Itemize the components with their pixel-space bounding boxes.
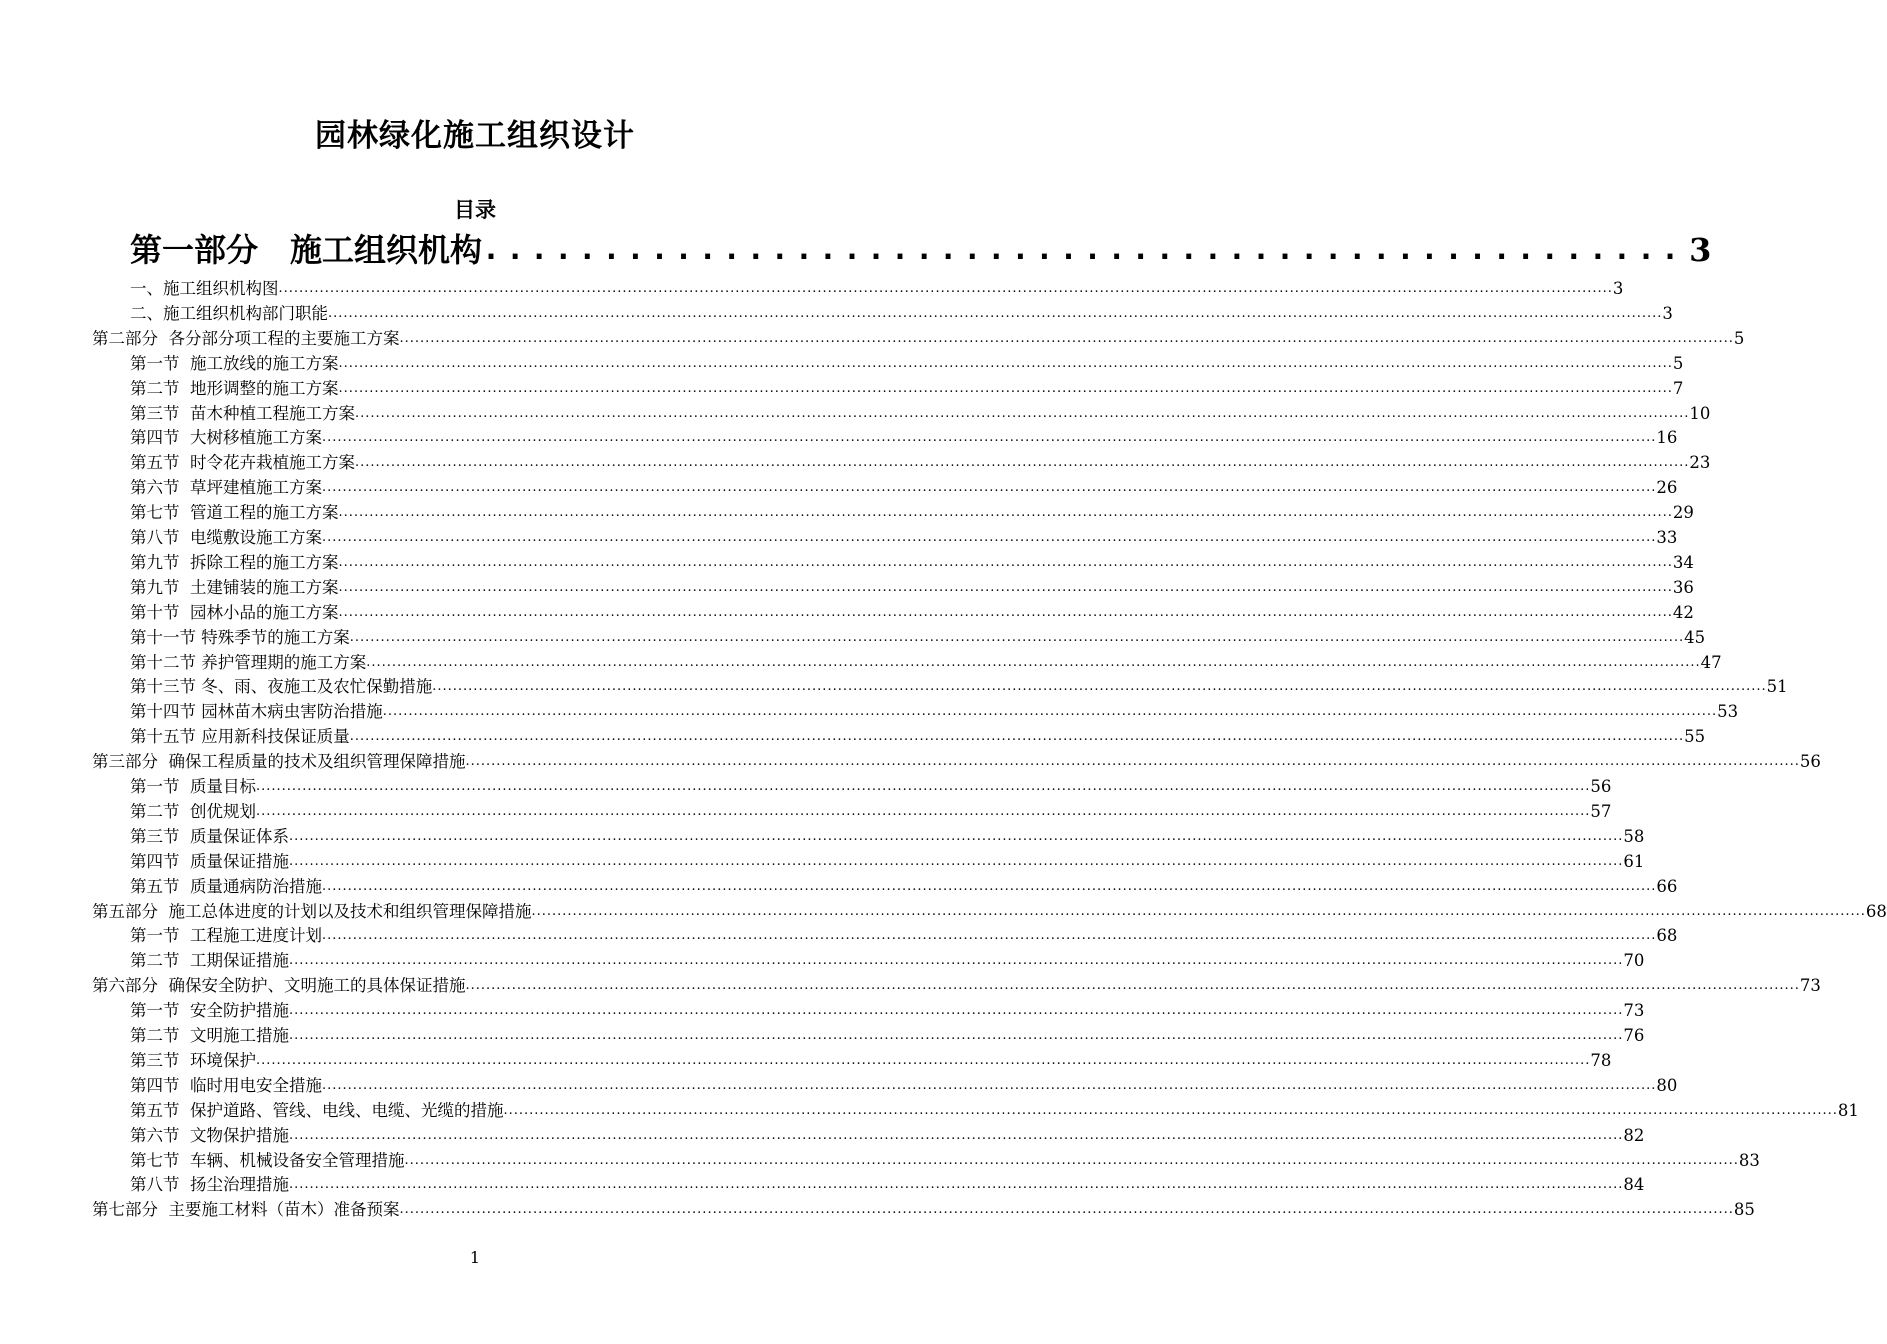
toc-entry-label: 第一节 工程施工进度计划 [130, 926, 322, 946]
toc-leader-dots: .................................................................................................................................................................................................................................................................... [289, 953, 1624, 969]
toc-leader-dots: .................................................................................................................................................................................................................................................................... [338, 505, 1673, 521]
toc-leader-dots: .................................................................................................................................................................................................................................................................... [289, 1127, 1624, 1143]
toc-leader-dots: .................................................................................................................................................................................................................................................................... [338, 380, 1673, 396]
toc-entry-page: 61 [1623, 851, 1645, 871]
toc-section-entry[interactable] [130, 1073, 1678, 1097]
toc-entry-page: 36 [1672, 577, 1694, 597]
toc-leader-dots: .................................................................................................................................................................................................................................................................... [355, 455, 1690, 471]
toc-major-label: 第一部分 施工组织机构 [130, 231, 483, 269]
toc-section-entry[interactable] [130, 948, 1645, 972]
toc-entry-label: 第二部分 各分部分项工程的主要施工方案 [92, 328, 400, 348]
toc-entry-label: 第五节 保护道路、管线、电线、电缆、光缆的措施 [130, 1100, 504, 1120]
toc-entry-page: 81 [1837, 1100, 1859, 1120]
toc-entry-page: 47 [1700, 652, 1722, 672]
toc-entry-page: 55 [1684, 727, 1706, 747]
toc-section-entry[interactable] [130, 1023, 1645, 1047]
toc-entry-label: 第十二节 养护管理期的施工方案 [130, 652, 367, 672]
toc-leader-dots: .................................................................................................................................................................................................................................................................... [366, 654, 1701, 670]
toc-entry-page: 57 [1590, 801, 1612, 821]
toc-section-entry[interactable] [130, 774, 1612, 798]
toc-entry-page: 7 [1672, 378, 1684, 398]
toc-section-entry[interactable] [130, 650, 1722, 674]
toc-section-entry[interactable] [130, 500, 1694, 524]
toc-part-entry[interactable] [92, 326, 1745, 350]
toc-leader-dots: .................................................................................................................................................................................................................................................................... [322, 530, 1657, 545]
toc-section-entry[interactable] [130, 699, 1739, 723]
toc-entry-page: 29 [1672, 503, 1694, 523]
toc-leader-dots: .................................................................................................................................................................................................................................................................... [382, 704, 1718, 720]
toc-leader-dots: .................................................................................................................................................................................................................................................................... [322, 928, 1657, 944]
toc-entry-label: 第六部分 确保安全防护、文明施工的具体保证措施 [92, 976, 466, 996]
toc-entry-page: 66 [1656, 876, 1678, 896]
toc-leader-dots: .................................................................................................................................................................................................................................................................... [256, 779, 1591, 794]
toc-leader-dots: .................................................................................................................................................................................................................................................................... [338, 604, 1673, 620]
toc-entry-label: 一、施工组织机构图 [130, 279, 279, 298]
toc-section-entry[interactable] [130, 276, 1624, 300]
toc-section-entry[interactable] [130, 724, 1706, 748]
toc-entry-page: 68 [1656, 926, 1678, 946]
toc-entry-page: 10 [1689, 403, 1711, 423]
toc-entry-page: 56 [1590, 777, 1612, 796]
toc-entry-label: 第一节 安全防护措施 [130, 1001, 289, 1021]
toc-entry-label: 第十三节 冬、雨、夜施工及农忙保勤措施 [130, 677, 433, 697]
toc-entry-label: 第五部分 施工总体进度的计划以及技术和组织管理保障措施 [92, 901, 532, 921]
toc-entry-label: 第六节 草坪建植施工方案 [130, 478, 322, 498]
toc-section-entry[interactable] [130, 1148, 1760, 1172]
toc-entry-page: 3 [1662, 303, 1673, 323]
toc-leader-dots: .................................................................................................................................................................................................................................................................... [338, 355, 1673, 371]
toc-part-entry[interactable] [92, 899, 1887, 923]
toc-entry-label: 第四节 大树移植施工方案 [130, 428, 322, 448]
toc-entry-label: 第三节 环境保护 [130, 1050, 256, 1070]
toc-section-entry[interactable] [130, 525, 1678, 549]
toc-entry-label: 第七部分 主要施工材料（苗木）准备预案 [92, 1200, 400, 1220]
toc-leader-dots: .................................................................................................................................................................................................................................................................... [349, 629, 1685, 645]
page-number: 1 [469, 1248, 481, 1267]
toc-leader-dots: .................................................................................................................................................................................................................................................................... [399, 330, 1734, 346]
toc-entry-page: 58 [1623, 826, 1645, 846]
toc-leader-dots: .................................................................................................................................................................................................................................................................... [338, 554, 1673, 570]
toc-entry-label: 第二节 地形调整的施工方案 [130, 378, 339, 398]
toc-section-entry[interactable] [130, 998, 1645, 1022]
toc-section-entry[interactable] [130, 575, 1694, 599]
toc-leader-dots: .................................................................................................................................................................................................................................................................... [322, 430, 1657, 446]
toc-entry-label: 第四节 质量保证措施 [130, 851, 289, 871]
toc-entry-page: 68 [1865, 901, 1887, 921]
toc-entry-label: 第九节 土建铺装的施工方案 [130, 577, 339, 597]
toc-section-entry[interactable] [130, 1048, 1612, 1072]
toc-entry-label: 第三节 质量保证体系 [130, 826, 289, 846]
toc-section-entry[interactable] [130, 1098, 1859, 1122]
toc-part-entry[interactable] [92, 1197, 1755, 1221]
toc-leader-dots: .................................................................................................................................................................................................................................................................... [328, 305, 1663, 321]
toc-section-entry[interactable] [130, 799, 1612, 823]
toc-section-entry[interactable] [130, 401, 1711, 425]
toc-entry-page: 70 [1623, 951, 1645, 971]
toc-entry-page: 34 [1672, 552, 1694, 572]
toc-leader-dots: .................................................................................................................................................................................................................................................................... [465, 978, 1800, 994]
toc-entry-page: 3 [1612, 279, 1624, 298]
toc-part-entry[interactable] [92, 749, 1821, 773]
toc-entry-page: 5 [1733, 328, 1745, 348]
toc-entry-label: 第二节 文明施工措施 [130, 1026, 289, 1045]
toc-major-page: 3 [1689, 231, 1712, 269]
toc-major-entry[interactable] [130, 230, 1712, 270]
toc-leader-dots: .................................................................................................................................................................................................................................................................... [289, 853, 1624, 869]
toc-entry-page: 85 [1733, 1200, 1755, 1220]
toc-leader-dots: .................................................................................................................................................................................................................................................................... [432, 679, 1767, 695]
toc-leader-dots: .................................................................................................................................................................................................................................................................... [278, 281, 1613, 296]
toc-leader-dots: .................................................................................................................................................................................................................................................................... [289, 1177, 1624, 1193]
toc-entry-label: 第二节 创优规划 [130, 801, 256, 821]
toc-leader-dots: .................................................................................................................................................................................................................................................................... [465, 754, 1800, 770]
toc-section-entry[interactable] [130, 849, 1645, 873]
toc-entry-label: 二、施工组织机构部门职能 [130, 303, 328, 323]
document-title: 园林绿化施工组织设计 [315, 118, 635, 154]
toc-leader-dots: .................................................................................................................................................................................................................................................................... [322, 1077, 1657, 1093]
toc-section-entry[interactable] [130, 674, 1788, 698]
toc-leader-dots: .................................................................................................................................................................................................................................................................... [289, 1028, 1624, 1043]
toc-entry-label: 第三部分 确保工程质量的技术及组织管理保障措施 [92, 752, 466, 772]
toc-leader-dots: .................................................................................................................................................................................................................................................................... [289, 828, 1624, 844]
toc-part-entry[interactable] [92, 973, 1821, 997]
toc-section-entry[interactable] [130, 351, 1684, 375]
toc-entry-label: 第二节 工期保证措施 [130, 951, 289, 971]
toc-entry-label: 第一节 施工放线的施工方案 [130, 353, 339, 373]
toc-entry-page: 5 [1672, 353, 1684, 373]
toc-section-entry[interactable] [130, 425, 1678, 449]
toc-entry-label: 第五节 质量通病防治措施 [130, 876, 322, 896]
toc-entry-label: 第七节 管道工程的施工方案 [130, 503, 339, 523]
toc-leader-dots: .................................................................................................................................................................................................................................................................... [338, 579, 1673, 595]
toc-entry-label: 第七节 车辆、机械设备安全管理措施 [130, 1150, 405, 1170]
toc-entry-label: 第八节 电缆敷设施工方案 [130, 528, 322, 547]
toc-entry-page: 82 [1623, 1125, 1645, 1145]
toc-leader-dots: .................................................................................................................................................................................................................................................................... [355, 405, 1690, 421]
toc-section-entry[interactable] [130, 824, 1645, 848]
toc-leader-dots: .................................................................................................................................................................................................................................................................... [322, 480, 1657, 496]
toc-leader-dots: .................................................................................................................................................................................................................................................................... [256, 1052, 1591, 1068]
toc-entry-page: 26 [1656, 478, 1678, 498]
toc-section-entry[interactable] [130, 874, 1678, 898]
toc-leader-dots: .................................................................................................................................................................................................................................................................... [503, 1102, 1838, 1118]
toc-entry-page: 23 [1689, 453, 1711, 473]
toc-section-entry[interactable] [130, 1172, 1645, 1196]
toc-entry-page: 53 [1717, 702, 1739, 722]
toc-leader-dots: .................................................................................................................................................................................................................................................................... [399, 1202, 1734, 1218]
toc-entry-page: 78 [1590, 1050, 1612, 1070]
toc-entry-label: 第十一节 特殊季节的施工方案 [130, 627, 350, 647]
toc-entry-label: 第四节 临时用电安全措施 [130, 1075, 322, 1095]
toc-entry-label: 第九节 拆除工程的施工方案 [130, 552, 339, 572]
toc-leader-dots: .................................................................................................................................................................................................................................................................... [322, 878, 1657, 894]
toc-entry-page: 84 [1623, 1175, 1645, 1195]
toc-entry-page: 73 [1623, 1001, 1645, 1021]
toc-section-entry[interactable] [130, 475, 1678, 499]
toc-leader-dots: .................................................................................................................................................................................................................................................................... [289, 1003, 1624, 1019]
toc-entry-page: 16 [1656, 428, 1678, 448]
toc-entry-label: 第十五节 应用新科技保证质量 [130, 727, 350, 747]
toc-section-entry[interactable] [130, 550, 1694, 574]
toc-entry-label: 第十四节 园林苗木病虫害防治措施 [130, 702, 383, 722]
toc-leader-dots: .................................................. [482, 232, 1686, 267]
toc-leader-dots: .................................................................................................................................................................................................................................................................... [256, 803, 1591, 819]
toc-entry-label: 第八节 扬尘治理措施 [130, 1175, 289, 1195]
toc-section-entry[interactable] [130, 450, 1711, 474]
toc-entry-label: 第三节 苗木种植工程施工方案 [130, 403, 355, 423]
toc-entry-page: 76 [1623, 1026, 1645, 1045]
toc-entry-page: 51 [1766, 677, 1788, 697]
toc-section-entry[interactable] [130, 301, 1673, 325]
toc-entry-page: 83 [1738, 1150, 1760, 1170]
toc-entry-label: 第一节 质量目标 [130, 777, 256, 796]
toc-section-entry[interactable] [130, 625, 1706, 649]
toc-entry-page: 56 [1799, 752, 1821, 772]
toc-section-entry[interactable] [130, 923, 1678, 947]
toc-leader-dots: .................................................................................................................................................................................................................................................................... [531, 903, 1866, 919]
toc-entry-page: 42 [1672, 602, 1694, 622]
toc-entry-label: 第十节 园林小品的施工方案 [130, 602, 339, 622]
toc-entry-page: 73 [1799, 976, 1821, 996]
toc-leader-dots: .................................................................................................................................................................................................................................................................... [404, 1152, 1739, 1168]
toc-entry-page: 45 [1684, 627, 1706, 647]
toc-leader-dots: .................................................................................................................................................................................................................................................................... [349, 729, 1685, 745]
toc-section-entry[interactable] [130, 600, 1694, 624]
toc-heading: 目录 [454, 197, 496, 222]
toc-entry-page: 33 [1656, 528, 1678, 547]
toc-entry-label: 第六节 文物保护措施 [130, 1125, 289, 1145]
toc-section-entry[interactable] [130, 1123, 1645, 1147]
toc-entry-page: 80 [1656, 1075, 1678, 1095]
toc-entry-label: 第五节 时令花卉栽植施工方案 [130, 453, 355, 473]
toc-section-entry[interactable] [130, 376, 1684, 400]
